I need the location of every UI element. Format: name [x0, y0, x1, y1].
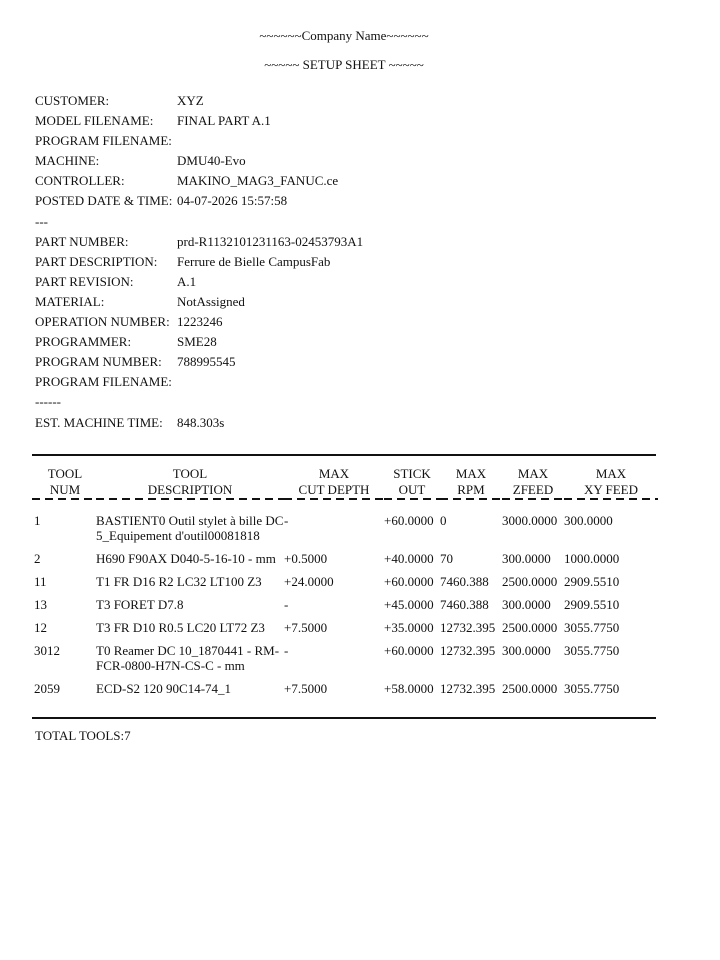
company-name: ~~~~~~Company Name~~~~~~ [259, 28, 429, 43]
separator: ------ [35, 394, 61, 410]
table-top-rule [32, 454, 656, 456]
separator: --- [35, 213, 48, 229]
cell-stick-out: +60.0000 [384, 643, 434, 658]
info-value: 848.303s [177, 414, 225, 430]
info-row-machine-time [35, 414, 363, 434]
cell-max-xy-feed: 300.0000 [564, 513, 613, 528]
cell-tool-description: T3 FR D10 R0.5 LC20 LT72 Z3 [96, 620, 265, 635]
cell-max-rpm: 7460.388 [440, 574, 489, 589]
info-row-part-number [35, 233, 363, 253]
cell-stick-out: +45.0000 [384, 597, 434, 612]
cell-max-zfeed: 300.0000 [502, 643, 551, 658]
cell-stick-out: +58.0000 [384, 681, 434, 696]
cell-max-zfeed: 300.0000 [502, 551, 551, 566]
info-value: A.1 [177, 273, 197, 289]
cell-max-cut-depth: +7.5000 [284, 620, 328, 635]
info-label: OPERATION NUMBER: [35, 314, 170, 330]
cell-stick-out: +40.0000 [384, 551, 434, 566]
info-row-posted-date [35, 192, 363, 212]
table-row [32, 551, 658, 574]
info-value: 1223246 [177, 314, 223, 330]
header-max-rpm: MAX RPM [440, 464, 502, 500]
info-value: MAKINO_MAG3_FANUC.ce [177, 173, 339, 189]
cell-tool-num: 2 [34, 551, 41, 566]
cell-max-zfeed: 2500.0000 [502, 681, 558, 696]
cell-stick-out: +60.0000 [384, 513, 434, 528]
info-label: CONTROLLER: [35, 173, 125, 189]
info-label: MODEL FILENAME: [35, 113, 154, 129]
cell-max-rpm: 12732.395 [440, 643, 496, 658]
header-stick-out: STICK OUT [384, 464, 440, 500]
cell-max-xy-feed: 1000.0000 [564, 551, 620, 566]
table-bottom-rule [32, 717, 656, 719]
header-max-cut-depth: MAX CUT DEPTH [284, 464, 384, 500]
info-label: EST. MACHINE TIME: [35, 414, 163, 430]
info-label: PART NUMBER: [35, 233, 129, 249]
cell-max-xy-feed: 3055.7750 [564, 681, 620, 696]
info-section [35, 92, 363, 434]
info-value: FINAL PART A.1 [177, 113, 271, 129]
setup-sheet-title: ~~~~~ SETUP SHEET ~~~~~ [264, 57, 424, 72]
cell-tool-description: ECD-S2 120 90C14-74_1 [96, 681, 232, 696]
info-label: MACHINE: [35, 153, 100, 169]
table-row [32, 620, 658, 643]
info-value: prd-R1132101231163-02453793A1 [177, 233, 364, 249]
info-row-programmer [35, 333, 363, 353]
info-row-part-revision [35, 273, 363, 293]
info-value: NotAssigned [177, 293, 245, 309]
info-label: PROGRAM NUMBER: [35, 354, 162, 370]
cell-max-xy-feed: 3055.7750 [564, 620, 620, 635]
info-row-program-filename [35, 132, 363, 152]
info-row-material [35, 293, 363, 313]
cell-stick-out: +35.0000 [384, 620, 434, 635]
info-value: XYZ [177, 93, 204, 108]
cell-max-rpm: 12732.395 [440, 620, 496, 635]
info-value: 04-07-2026 15:57:58 [177, 193, 288, 209]
info-label: PART DESCRIPTION: [35, 253, 158, 269]
info-label: PROGRAM FILENAME: [35, 133, 172, 149]
info-row-part-description [35, 253, 363, 273]
info-label: CUSTOMER: [35, 93, 110, 108]
cell-max-xy-feed: 2909.5510 [564, 574, 620, 589]
cell-max-cut-depth: +24.0000 [284, 574, 334, 589]
cell-tool-num: 3012 [34, 643, 60, 658]
cell-max-rpm: 70 [440, 551, 453, 566]
cell-stick-out: +60.0000 [384, 574, 434, 589]
cell-max-rpm: 12732.395 [440, 681, 496, 696]
cell-tool-num: 13 [34, 597, 47, 612]
info-label: PROGRAMMER: [35, 334, 132, 350]
info-row-machine [35, 152, 363, 172]
tool-table [32, 464, 658, 704]
table-row [32, 643, 658, 681]
table-row [32, 500, 658, 551]
info-row-controller [35, 172, 363, 192]
cell-tool-num: 2059 [34, 681, 60, 696]
header-tool-description: TOOL DESCRIPTION [96, 464, 284, 500]
info-label: POSTED DATE & TIME: [35, 193, 173, 209]
info-row-operation-number [35, 313, 363, 333]
cell-max-cut-depth: - [284, 643, 289, 658]
header-max-zfeed: MAX ZFEED [502, 464, 564, 500]
cell-max-cut-depth: +7.5000 [284, 681, 328, 696]
cell-max-zfeed: 3000.0000 [502, 513, 558, 528]
cell-max-cut-depth: - [284, 597, 289, 612]
cell-max-zfeed: 2500.0000 [502, 574, 558, 589]
cell-max-xy-feed: 2909.5510 [564, 597, 620, 612]
cell-tool-num: 12 [34, 620, 47, 635]
info-label: PROGRAM FILENAME: [35, 374, 172, 390]
info-row-program-filename-2 [35, 373, 363, 393]
cell-max-cut-depth: - [284, 513, 289, 528]
cell-max-xy-feed: 3055.7750 [564, 643, 620, 658]
total-tools: TOTAL TOOLS:7 [35, 728, 131, 743]
table-row [32, 681, 658, 704]
info-value: 788995545 [177, 354, 236, 370]
info-row-program-number [35, 353, 363, 373]
info-row-customer [35, 92, 363, 112]
cell-tool-description: H690 F90AX D040-5-16-10 - mm [96, 551, 276, 566]
info-value: SME28 [177, 334, 217, 350]
info-row-model-filename [35, 112, 363, 132]
cell-max-zfeed: 2500.0000 [502, 620, 558, 635]
table-header-row [32, 464, 658, 500]
header-max-xy-feed: MAX XY FEED [564, 464, 658, 500]
cell-max-rpm: 0 [440, 513, 447, 528]
info-value: DMU40-Evo [177, 153, 246, 169]
info-value: Ferrure de Bielle CampusFab [177, 253, 331, 269]
cell-tool-description: T0 Reamer DC 10_1870441 - RM-FCR-0800-H7N-CS-C - mm [96, 643, 280, 673]
cell-max-rpm: 7460.388 [440, 597, 489, 612]
cell-max-zfeed: 300.0000 [502, 597, 551, 612]
cell-tool-description: T3 FORET D7.8 [96, 597, 184, 612]
header-tool-num: TOOL NUM [32, 464, 96, 500]
info-label: PART REVISION: [35, 273, 134, 289]
cell-tool-num: 1 [34, 513, 41, 528]
cell-max-cut-depth: +0.5000 [284, 551, 328, 566]
info-label: MATERIAL: [35, 293, 105, 309]
cell-tool-description: T1 FR D16 R2 LC32 LT100 Z3 [96, 574, 262, 589]
cell-tool-num: 11 [34, 574, 47, 589]
table-row [32, 574, 658, 597]
cell-tool-description: BASTIENT0 Outil stylet à bille DC 5_Equipement d'outil00081818 [96, 513, 284, 543]
table-row [32, 597, 658, 620]
